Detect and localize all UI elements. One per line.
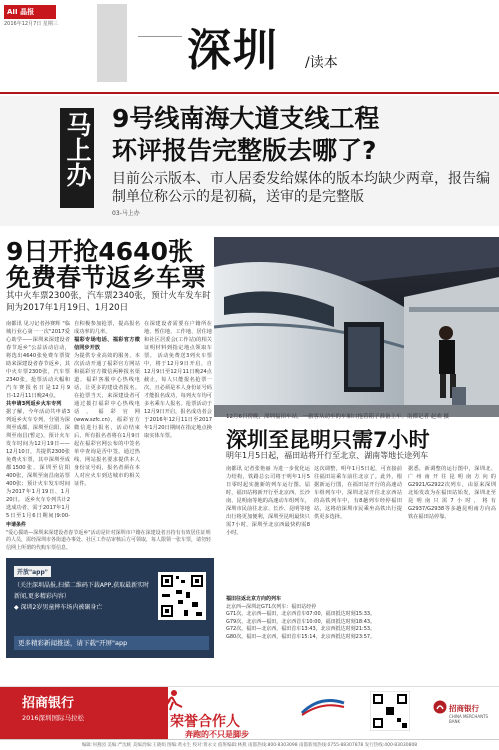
ad-bank-name: 招商银行	[22, 696, 75, 711]
promo-headline[interactable]: ◆ 深圳2岁男童摔车场内被碾身亡	[14, 604, 103, 611]
ad-brand-name: 招商银行	[449, 704, 479, 713]
article-column-2	[74, 320, 140, 518]
article-text: 自积极参加抢票，提高报名成功率的几率。	[74, 321, 140, 335]
section-title: 深圳	[187, 25, 279, 76]
article-subhead: 福彩专场电话、福彩官方微信同步开放	[74, 337, 140, 351]
story-headline-line2: 免费春节返乡车票	[6, 263, 207, 292]
article-text: 活动免费送3列火车票中，将于12月9日开启，自12月9日至12月11日晚24点截止，每人只能报名抢票一次，且必须是本人身份证号码才能报名成功，每列火车均可多名乘车人报名。抢票活动于12月9日开启，报名成功者会于2016年12月11日至2017年1月20日期间在指定地点换取实体车票。	[144, 353, 212, 439]
marathon-logo-icon	[300, 693, 346, 717]
schedule-line: G79次，北京西—福田，北京西首车10:00，福田抵达时刻18:43。	[226, 618, 376, 625]
article-text: 这次调整，明年1月5日起，可直接前往福田站乘车前往北京了。此外，根据新运行图，在福田站开行的高速动车组列车中，深圳北站开往北京西站的高铁列车中，有8趟列车经停福田站，这将给深圳市民乘坐高铁出行提供更多选择。	[314, 466, 402, 520]
story2-column-1	[226, 465, 310, 591]
masthead-gray-block	[97, 4, 127, 82]
qr-code-icon[interactable]	[158, 572, 206, 620]
note-heading: 申请条件	[6, 522, 27, 528]
article-text: 返乡火车专列共计2选成功者，需于2017年1月5日至1月6日期间(9:00-	[6, 497, 70, 518]
article-text: 为提供专业高效的服务，本次活动开通了福彩官方网站和福彩官方微信两种报名渠道，福彩客服中心热线电话，让更多的建设者报名。在抢票当天，来深建设者可通过拨打福彩中心热线电话，福彩官网(www.szfc.cn)，福彩官方微信进行报名，活动结束后，所有报名者将在1月9日起在福彩官网公布的中签名单中查询是否中签。通过热线、网站报名要求提供本人身份证号码，报名者须在本人对应火车到达城市的相关证件。	[74, 353, 140, 487]
lead-story[interactable]	[0, 96, 499, 226]
bank-advertisement[interactable]	[0, 686, 499, 738]
story2-headline: 深圳至昆明只需7小时	[226, 428, 430, 452]
train-photo	[214, 237, 499, 417]
story-deck: 其中火车票2300张，汽车票2340张，预计火车发车时间为2017年1月19日、1月20日	[6, 291, 211, 313]
article-text: 南都讯 记者张艳丽 为进一步优化运力结构，铁路总公司将于明年1月5日零时起实施新的列车运行图。届时，福田站将新开行至北京西、长沙南、昆明南等地的高速动车组列车，深圳市民前往北京、长沙、昆明等地出行将更加便利，深圳至昆明最快只需7小时，深圳至北京西最快约需8小时。	[226, 466, 310, 536]
note-text: "爱心援助—深圳来深建设者春节返乡"活动是针对深圳市户籍在深建设者且持有有效居住证明的人员，需经深圳市各街道办事处、社区工作站审核后方可领取，每人限领一张车票，请勿轻信网上所谓的代购车票信息。	[6, 529, 212, 551]
app-promo-box[interactable]	[6, 558, 214, 658]
schedule-line: 北京西—深圳北G71次列车：福田站经停	[226, 603, 317, 610]
story2-deck: 明年1月5日起，福田站将开行至北京、湖南等地长途列车	[226, 451, 429, 460]
article-text: 在深建设者需要在户籍所在地、暂住地、工作地、居住地和社区居委会(工作站)的相关证明材料到指定地点领取车票。	[144, 321, 212, 359]
article-text: 南都讯 见习记者孙赛辉 "临城行业心第一一次"2017爱心助学——深圳来深建设者春节返乡"公益活动启动，将选出4640张免费车票资助来深建设者春节返乡，其中火车票2300张，汽车票2340张，抢票活动大幅和汽车赛报名日是12月9日-12月11日晚24点。	[6, 321, 70, 399]
schedule-line: G80次，福田—北京西，福田首车15:14，北京西抵达时刻23:57。	[226, 633, 376, 640]
photo-caption: 12月6日傍晚，深圳福田车站，一旅客从动车的车厢口拖着箱子准备上车。南都记者 赵欢 摄	[226, 414, 449, 420]
promo-download-bar[interactable]: 更多精彩新闻推送，请下载"开屏"app	[14, 636, 209, 650]
lead-headline-line2: 环评报告完整版去哪了?	[112, 136, 377, 165]
lead-headline-line1: 9号线南海大道支线工程	[112, 104, 380, 133]
ad-event-name: 2016深圳国际马拉松	[22, 714, 85, 722]
ad-partner-title: 荣誉合作人	[170, 714, 240, 730]
promo-tag: 开放"app"	[14, 566, 51, 577]
article-subhead: 共申请3列返乡火车专列	[6, 401, 62, 407]
lead-deck: 目前公示版本、市人居委发给媒体的版本均缺少两章，报告编制单位称公示的是初稿，送审的是完整版	[112, 171, 490, 205]
ad-qr-code-icon[interactable]	[370, 691, 410, 731]
article-text: 据了解，今年活动共申请3列返乡火车专列，分别为深圳至成都、深圳至信阳、深圳至南昌(暂定)，预计火车发车时间为12月19日——12月10日，共提供2300张免费火车票，其中深圳至成都1500张、深圳至信阳400张，深圳至南昌南站票400张；预计火车发车时间为2017年1月19日、1月20日。	[6, 409, 70, 503]
schedule-title: 福田往返北京方向的列车	[226, 596, 282, 602]
story2-column-2	[314, 465, 402, 591]
schedule-line: G71次，北京西—福田，北京西首车07:00，福田抵达时刻15:33。	[226, 611, 376, 617]
article-column-3	[144, 320, 212, 518]
section-subtitle: /读本	[305, 55, 338, 71]
issue-date: 2016年12月7日 星期三	[4, 21, 58, 27]
page-footer: 编辑:何燕园 美编:严沈峡 美编责编:王晓娟 图编:黄永生 校对:黄永文 值班编辑:林燕 南都热线:800·8303098 南都新闻热线:0755·88307878 发行热线:400·83030808	[0, 739, 499, 750]
train-platform-image	[214, 237, 499, 417]
schedule-line: G72次，福田—北京西，福田首车13:43，北京西抵达时刻21:53。	[226, 626, 376, 632]
page-reference: 03-马上办	[112, 210, 140, 217]
runner-icon	[150, 689, 190, 711]
story2-column-3	[408, 465, 496, 591]
article-text: 据悉，新调整的运行图中，深圳北、广州南开往昆明南方向的G2921/G2922次列车，由原来深圳北始发改为在福田站始发，深圳北至昆明南只需7小时，将有G2937/G2938等多趟昆明南方向高铁在福田站停靠。	[408, 466, 496, 520]
column-tag	[60, 108, 94, 208]
newspaper-logo: AII 晶报	[4, 5, 56, 19]
article-column-1	[6, 320, 70, 518]
column-tag-text: 马上办	[63, 112, 92, 187]
promo-text	[14, 580, 154, 613]
bank-logo-icon	[433, 700, 447, 714]
masthead	[0, 0, 499, 94]
story-headline-line1: 9日开抢4640张	[6, 237, 193, 266]
masthead-divider	[138, 36, 182, 37]
ad-red-panel	[0, 687, 168, 739]
ad-slogan: 奔跑的不只是脚步	[185, 730, 249, 739]
application-note	[6, 522, 211, 552]
train-schedule	[226, 596, 496, 641]
promo-description: （关注深圳晶报,扫描二维码下载APP,获取最新实时新闻,更多精彩内容）	[14, 582, 150, 600]
ad-brand-english: CHINA MERCHANTS BANK	[449, 714, 489, 724]
